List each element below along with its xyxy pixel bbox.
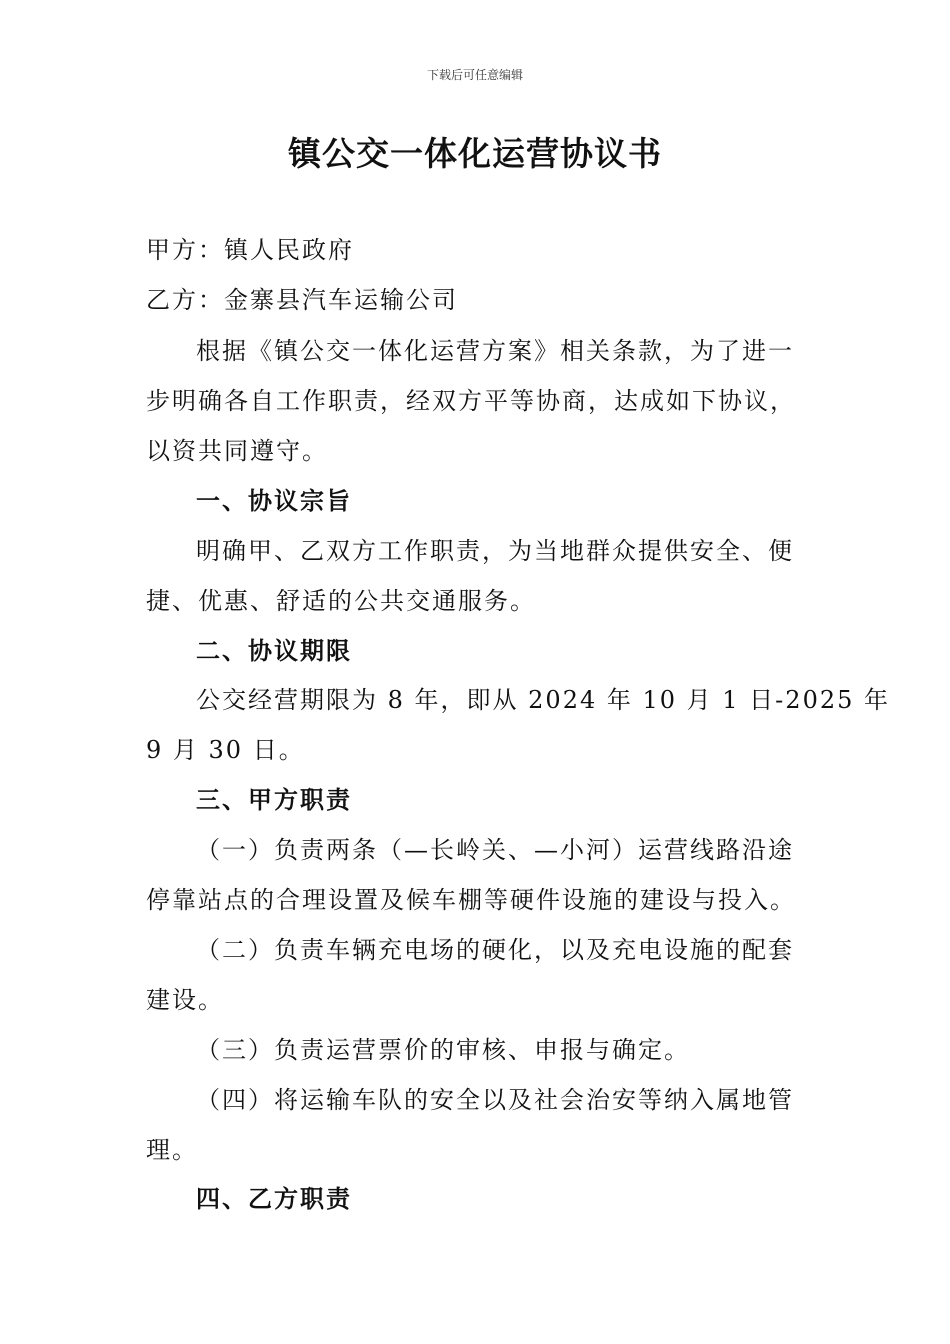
intro-paragraph-line: 根据《镇公交一体化运营方案》相关条款，为了进一 xyxy=(196,337,794,365)
intro-paragraph-line: 以资共同遵守。 xyxy=(146,437,328,465)
paragraph-line: 建设。 xyxy=(146,986,224,1014)
paragraph-line: （三）负责运营票价的审核、申报与确定。 xyxy=(196,1036,690,1064)
paragraph-line: 公交经营期限为 8 年，即从 2024 年 10 月 1 日-2025 年 xyxy=(196,686,891,714)
paragraph-line: 明确甲、乙双方工作职责，为当地群众提供安全、便 xyxy=(196,537,794,565)
paragraph-line: 捷、优惠、舒适的公共交通服务。 xyxy=(146,587,536,615)
section-heading: 一、协议宗旨 xyxy=(196,487,352,515)
paragraph-line: （二）负责车辆充电场的硬化，以及充电设施的配套 xyxy=(196,936,794,964)
paragraph-line: 停靠站点的合理设置及候车棚等硬件设施的建设与投入。 xyxy=(146,886,796,914)
document-title: 镇公交一体化运营协议书 xyxy=(288,134,662,173)
section-heading: 二、协议期限 xyxy=(196,637,352,665)
paragraph-line: （四）将运输车队的安全以及社会治安等纳入属地管 xyxy=(196,1086,794,1114)
section-heading: 三、甲方职责 xyxy=(196,786,352,814)
party-b-line: 乙方：金寨县汽车运输公司 xyxy=(146,286,458,314)
paragraph-line: （一）负责两条（—长岭关、—小河）运营线路沿途 xyxy=(196,836,794,864)
paragraph-line: 9 月 30 日。 xyxy=(146,736,305,764)
intro-paragraph-line: 步明确各自工作职责，经双方平等协商，达成如下协议， xyxy=(146,387,796,415)
party-a-line: 甲方：镇人民政府 xyxy=(146,236,354,264)
section-heading: 四、乙方职责 xyxy=(196,1185,352,1213)
header-note: 下载后可任意编辑 xyxy=(426,68,523,82)
paragraph-line: 理。 xyxy=(146,1136,198,1164)
